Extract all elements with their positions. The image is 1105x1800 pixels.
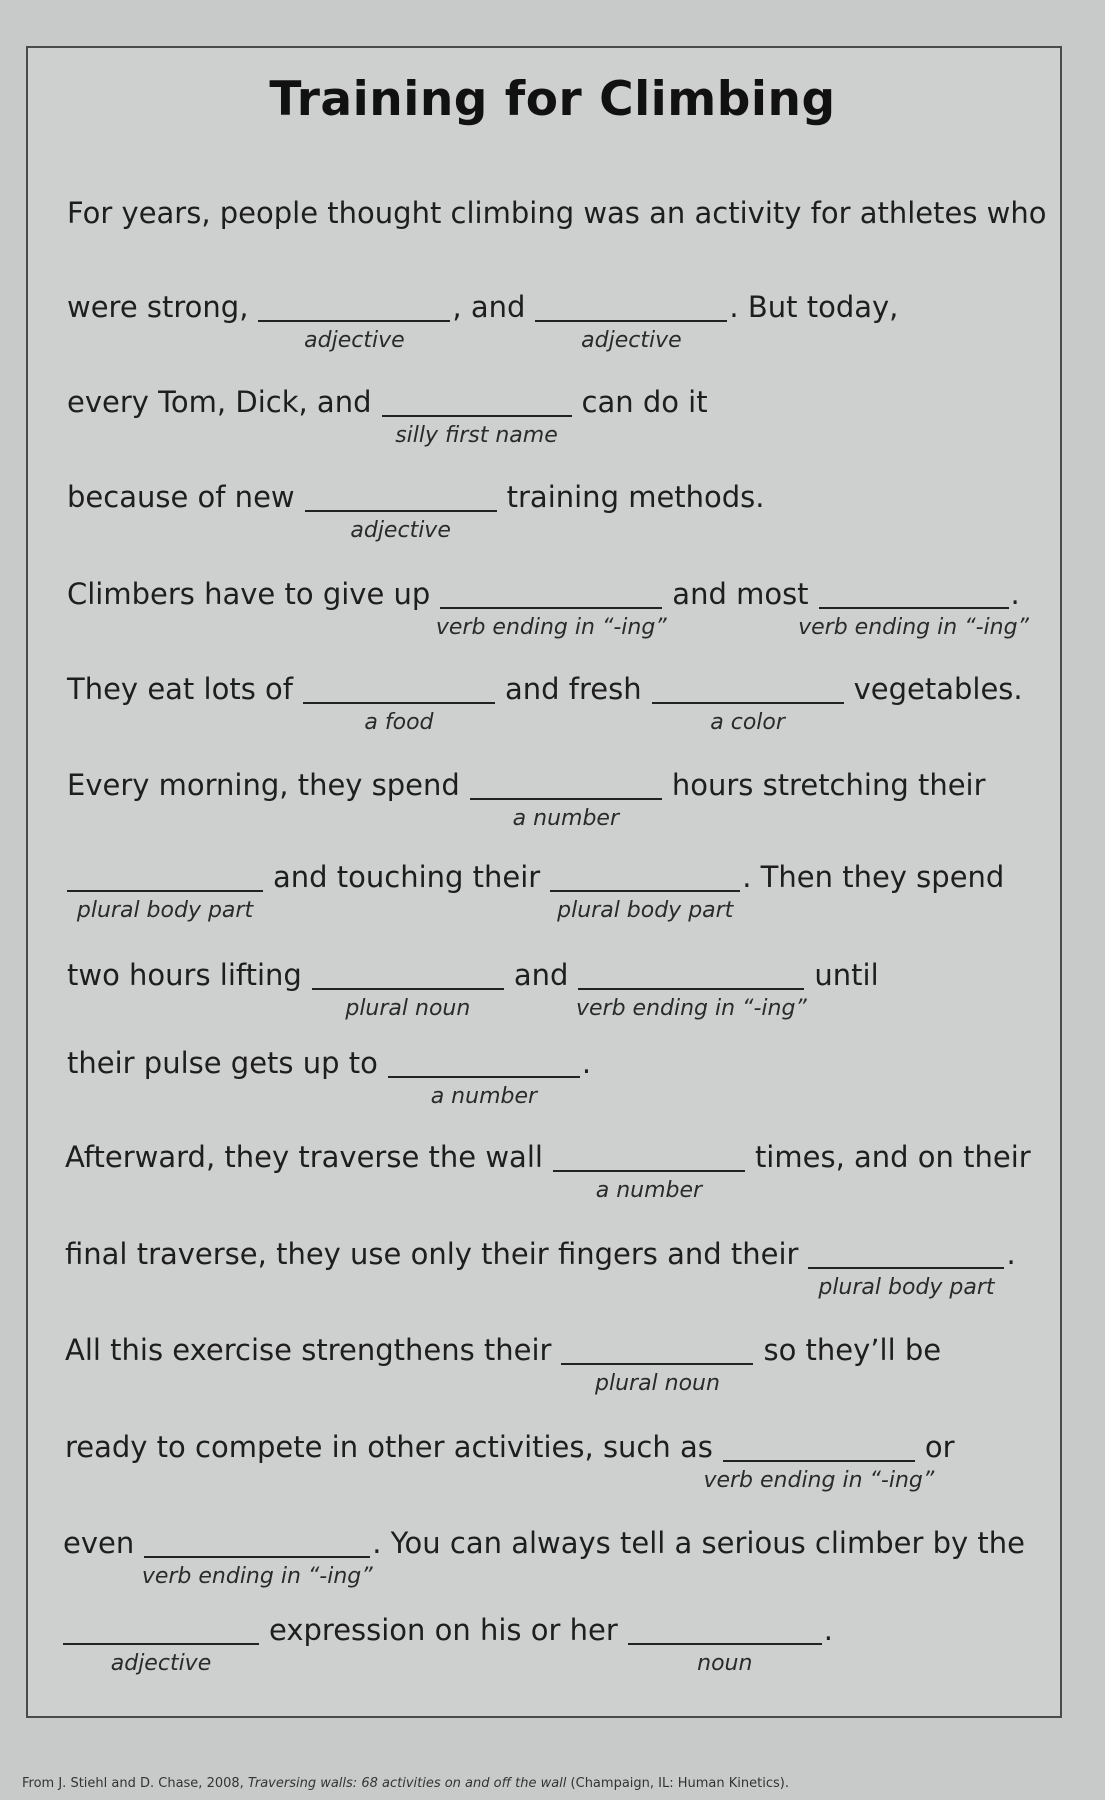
passage-text: two hours lifting [67,958,302,992]
passage-text: and most [672,577,809,611]
passage-text: can do it [581,385,708,419]
answer-blank[interactable] [67,890,263,892]
blank-hint-label: a food [364,710,434,735]
answer-blank[interactable] [305,510,497,512]
answer-blank[interactable] [382,415,572,417]
blank-hint-label: plural body part [818,1275,995,1300]
credit-suffix: (Champaign, IL: Human Kinetics). [570,1776,789,1791]
passage-text: were strong, [67,290,249,324]
passage-text: times, and on their [754,1140,1031,1174]
passage-text: final traverse, they use only their fingers and their [65,1237,799,1271]
passage-text: Every morning, they spend [67,768,460,802]
passage-text: and fresh [504,672,642,706]
passage-text: . You can always tell a serious climber by the [372,1526,1025,1560]
answer-blank[interactable] [312,988,504,990]
blank-hint-label: verb ending in “-ing” [798,615,1029,640]
blank-hint-label: plural noun [345,996,471,1021]
blank-hint-label: a color [710,710,785,735]
blank-hint-label: verb ending in “-ing” [435,615,667,640]
blank-hint-label: adjective [110,1651,212,1676]
blank-hint-label: verb ending in “-ing” [141,1564,373,1589]
answer-blank[interactable] [553,1170,745,1172]
passage-text: vegetables. [853,672,1023,706]
passage-text: . But today, [729,290,899,324]
passage-text: . Then they spend [742,860,1005,894]
passage-text: or [924,1430,955,1464]
answer-blank[interactable] [652,702,844,704]
blank-hint-label: adjective [304,328,405,353]
answer-blank[interactable] [550,890,740,892]
answer-blank[interactable] [440,607,662,609]
blank-hint-label: plural body part [557,898,734,923]
answer-blank[interactable] [723,1460,915,1462]
blank-hint-label: noun [697,1651,753,1676]
passage-text: ready to compete in other activities, such as [65,1430,713,1464]
passage-text: so they’ll be [763,1333,942,1367]
passage-text: Climbers have to give up [67,577,431,611]
passage-text: . [823,1613,833,1647]
passage-text: every Tom, Dick, and [67,385,372,419]
passage-text: and [513,958,569,992]
blank-hint-label: plural noun [595,1371,720,1396]
answer-blank[interactable] [561,1363,753,1365]
source-credit [22,1776,789,1791]
passage-text: until [814,958,879,992]
blank-hint-label: a number [595,1178,703,1203]
passage-text: training methods. [506,480,765,514]
answer-blank[interactable] [819,607,1009,609]
blank-hint-label: a number [512,806,619,831]
passage-text: . [1010,577,1020,611]
answer-blank[interactable] [535,320,727,322]
passage-text: even [63,1526,135,1560]
blank-hint-label: adjective [581,328,682,353]
blank-hint-label: adjective [350,518,451,543]
passage-text: Afterward, they traverse the wall [65,1140,543,1174]
passage-text: . [581,1046,592,1080]
passage-text: They eat lots of [67,672,293,706]
passage-text: expression on his or her [269,1613,618,1647]
passage-text: because of new [67,480,295,514]
answer-blank[interactable] [144,1556,370,1558]
answer-blank[interactable] [303,702,495,704]
answer-blank[interactable] [388,1076,580,1078]
passage-text: All this exercise strengthens their [65,1333,552,1367]
passage-text: . [1006,1237,1016,1271]
passage-text: their pulse gets up to [67,1046,378,1080]
answer-blank[interactable] [63,1643,259,1645]
passage-text: , and [452,290,526,324]
blank-hint-label: silly first name [395,423,558,448]
worksheet-title: Training for Climbing [269,72,836,127]
blank-hint-label: verb ending in “-ing” [703,1468,935,1493]
passage-text: and touching their [273,860,541,894]
passage-text: hours stretching their [671,768,986,802]
passage-text: For years, people thought climbing was an activity for athletes who [67,196,1047,230]
answer-blank[interactable] [808,1267,1004,1269]
blank-hint-label: verb ending in “-ing” [575,996,807,1021]
blank-hint-label: plural body part [76,898,254,923]
blank-hint-label: a number [430,1084,538,1109]
answer-blank[interactable] [628,1643,822,1645]
answer-blank[interactable] [578,988,804,990]
answer-blank[interactable] [258,320,450,322]
credit-prefix: From J. Stiehl and D. Chase, 2008, [22,1776,244,1791]
credit-book-title: Traversing walls: 68 activities on and off the wall [247,1776,567,1791]
answer-blank[interactable] [470,798,662,800]
